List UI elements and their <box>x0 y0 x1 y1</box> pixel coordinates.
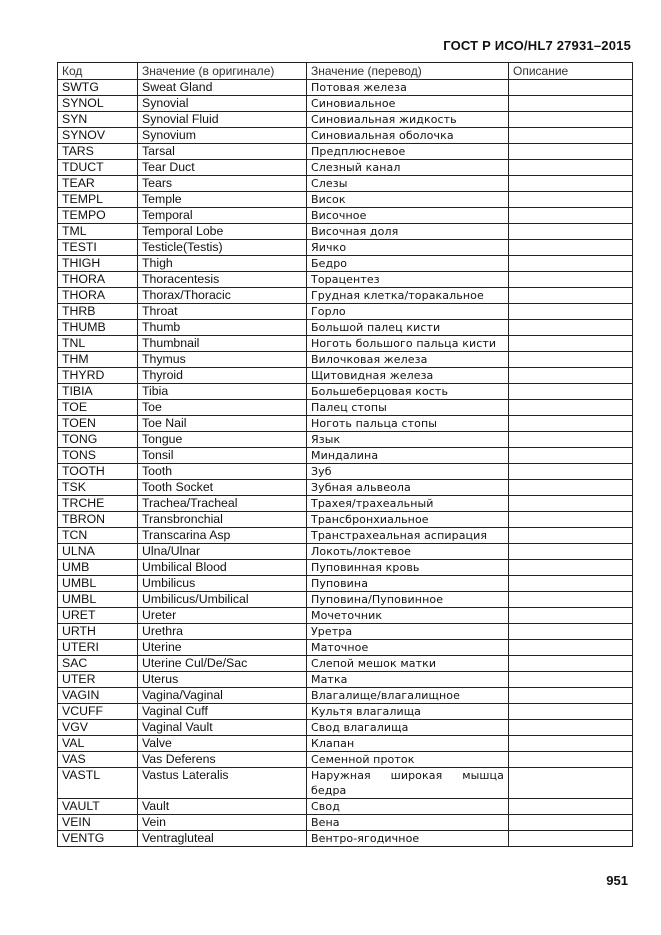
cell-code: TRCHE <box>58 496 138 512</box>
cell-original: Synovial <box>138 96 307 112</box>
cell-original: Valve <box>138 736 307 752</box>
cell-original: Vein <box>138 815 307 831</box>
cell-description <box>509 608 633 624</box>
cell-description <box>509 656 633 672</box>
cell-description <box>509 815 633 831</box>
cell-original: Temporal <box>138 208 307 224</box>
cell-original: Thoracentesis <box>138 272 307 288</box>
cell-description <box>509 96 633 112</box>
cell-original: Vaginal Vault <box>138 720 307 736</box>
table-row <box>58 656 633 672</box>
cell-code: UMBL <box>58 576 138 592</box>
cell-original: Tooth Socket <box>138 480 307 496</box>
table-row <box>58 624 633 640</box>
cell-code: THIGH <box>58 256 138 272</box>
table-row <box>58 688 633 704</box>
cell-translation: Слезный канал <box>307 160 509 176</box>
cell-translation: Пуповина <box>307 576 509 592</box>
cell-description <box>509 256 633 272</box>
cell-original: Uterine Cul/De/Sac <box>138 656 307 672</box>
cell-description <box>509 208 633 224</box>
cell-code: SYNOL <box>58 96 138 112</box>
cell-code: SAC <box>58 656 138 672</box>
cell-description <box>509 288 633 304</box>
cell-code: TSK <box>58 480 138 496</box>
table-row <box>58 272 633 288</box>
cell-original: Thumb <box>138 320 307 336</box>
cell-code: UTERI <box>58 640 138 656</box>
cell-code: VCUFF <box>58 704 138 720</box>
cell-description <box>509 528 633 544</box>
cell-code: TBRON <box>58 512 138 528</box>
table-row <box>58 288 633 304</box>
cell-code: UMB <box>58 560 138 576</box>
cell-code: VAULT <box>58 799 138 815</box>
cell-description <box>509 544 633 560</box>
cell-original: Tear Duct <box>138 160 307 176</box>
cell-translation: Семенной проток <box>307 752 509 768</box>
cell-original: Umbilicus <box>138 576 307 592</box>
cell-code: SYNOV <box>58 128 138 144</box>
cell-code: TOEN <box>58 416 138 432</box>
cell-translation: Локоть/локтевое <box>307 544 509 560</box>
table-row <box>58 224 633 240</box>
cell-description <box>509 752 633 768</box>
table-row <box>58 704 633 720</box>
table-row <box>58 240 633 256</box>
table-row <box>58 799 633 815</box>
cell-translation: Синовиальная оболочка <box>307 128 509 144</box>
cell-code: VEIN <box>58 815 138 831</box>
table-body <box>58 80 633 847</box>
cell-description <box>509 176 633 192</box>
cell-code: TONS <box>58 448 138 464</box>
cell-code: VASTL <box>58 768 138 799</box>
table-row <box>58 160 633 176</box>
cell-translation: Язык <box>307 432 509 448</box>
cell-translation: Транстрахеальная аспирация <box>307 528 509 544</box>
cell-translation: Яичко <box>307 240 509 256</box>
cell-description <box>509 720 633 736</box>
cell-translation: Трансбронхиальное <box>307 512 509 528</box>
cell-original: Vastus Lateralis <box>138 768 307 799</box>
cell-original: Uterus <box>138 672 307 688</box>
table-row <box>58 368 633 384</box>
cell-translation: Клапан <box>307 736 509 752</box>
cell-code: VAGIN <box>58 688 138 704</box>
cell-description <box>509 112 633 128</box>
cell-original: Transcarina Asp <box>138 528 307 544</box>
cell-code: THORA <box>58 272 138 288</box>
cell-original: Testicle(Testis) <box>138 240 307 256</box>
table-row <box>58 752 633 768</box>
cell-translation: Пуповинная кровь <box>307 560 509 576</box>
cell-original: Synovium <box>138 128 307 144</box>
table-row <box>58 432 633 448</box>
cell-code: SWTG <box>58 80 138 96</box>
cell-original: Urethra <box>138 624 307 640</box>
cell-original: Tears <box>138 176 307 192</box>
table-row <box>58 768 633 799</box>
cell-description <box>509 272 633 288</box>
cell-translation: Горло <box>307 304 509 320</box>
cell-code: UMBL <box>58 592 138 608</box>
cell-translation: Слезы <box>307 176 509 192</box>
cell-code: ULNA <box>58 544 138 560</box>
cell-original: Thyroid <box>138 368 307 384</box>
table-row <box>58 560 633 576</box>
cell-description <box>509 144 633 160</box>
cell-description <box>509 704 633 720</box>
cell-code: TONG <box>58 432 138 448</box>
cell-translation: Наружная широкая мышца бедра <box>307 768 509 799</box>
cell-translation: Предплюсневое <box>307 144 509 160</box>
cell-description <box>509 496 633 512</box>
cell-code: VENTG <box>58 831 138 847</box>
cell-translation: Большой палец кисти <box>307 320 509 336</box>
cell-code: TEMPO <box>58 208 138 224</box>
cell-description <box>509 624 633 640</box>
cell-code: TNL <box>58 336 138 352</box>
cell-code: TDUCT <box>58 160 138 176</box>
table-row <box>58 320 633 336</box>
cell-description <box>509 672 633 688</box>
cell-code: TOOTH <box>58 464 138 480</box>
cell-translation: Слепой мешок матки <box>307 656 509 672</box>
cell-code: TEMPL <box>58 192 138 208</box>
table-row <box>58 672 633 688</box>
cell-translation: Ноготь большого пальца кисти <box>307 336 509 352</box>
cell-original: Uterine <box>138 640 307 656</box>
cell-original: Tonsil <box>138 448 307 464</box>
cell-translation: Зубная альвеола <box>307 480 509 496</box>
cell-original: Thumbnail <box>138 336 307 352</box>
table-row <box>58 304 633 320</box>
cell-description <box>509 160 633 176</box>
cell-original: Ventragluteal <box>138 831 307 847</box>
cell-code: THM <box>58 352 138 368</box>
cell-translation: Большеберцовая кость <box>307 384 509 400</box>
cell-code: TIBIA <box>58 384 138 400</box>
cell-translation: Грудная клетка/торакальное <box>307 288 509 304</box>
cell-description <box>509 768 633 799</box>
cell-translation: Вена <box>307 815 509 831</box>
cell-translation: Культя влагалища <box>307 704 509 720</box>
cell-translation: Висок <box>307 192 509 208</box>
cell-original: Transbronchial <box>138 512 307 528</box>
table-row <box>58 128 633 144</box>
cell-description <box>509 448 633 464</box>
cell-original: Sweat Gland <box>138 80 307 96</box>
cell-translation: Синовиальная жидкость <box>307 112 509 128</box>
cell-description <box>509 831 633 847</box>
cell-translation: Миндалина <box>307 448 509 464</box>
table-row <box>58 512 633 528</box>
cell-original: Vagina/Vaginal <box>138 688 307 704</box>
cell-description <box>509 336 633 352</box>
cell-original: Thorax/Thoracic <box>138 288 307 304</box>
cell-translation: Височное <box>307 208 509 224</box>
cell-translation: Вилочковая железа <box>307 352 509 368</box>
table-row <box>58 256 633 272</box>
cell-code: TARS <box>58 144 138 160</box>
table-row <box>58 192 633 208</box>
cell-code: THRB <box>58 304 138 320</box>
table-row <box>58 480 633 496</box>
cell-translation: Щитовидная железа <box>307 368 509 384</box>
column-header-original: Значение (в оригинале) <box>138 63 307 80</box>
cell-description <box>509 240 633 256</box>
cell-original: Tarsal <box>138 144 307 160</box>
cell-translation: Синовиальное <box>307 96 509 112</box>
table-row <box>58 815 633 831</box>
column-header-translation: Значение (перевод) <box>307 63 509 80</box>
cell-description <box>509 799 633 815</box>
cell-translation: Бедро <box>307 256 509 272</box>
cell-original: Synovial Fluid <box>138 112 307 128</box>
cell-translation: Матка <box>307 672 509 688</box>
cell-code: VAL <box>58 736 138 752</box>
table-row <box>58 448 633 464</box>
cell-translation: Уретра <box>307 624 509 640</box>
cell-code: VAS <box>58 752 138 768</box>
table-row <box>58 384 633 400</box>
document-header: ГОСТ Р ИСО/HL7 27931–2015 <box>443 38 631 53</box>
cell-code: TCN <box>58 528 138 544</box>
cell-description <box>509 560 633 576</box>
cell-original: Ureter <box>138 608 307 624</box>
cell-translation: Височная доля <box>307 224 509 240</box>
column-header-description: Описание <box>509 63 633 80</box>
table-row <box>58 592 633 608</box>
cell-original: Thigh <box>138 256 307 272</box>
cell-original: Tibia <box>138 384 307 400</box>
page-number: 951 <box>606 873 628 888</box>
cell-description <box>509 416 633 432</box>
table-row <box>58 416 633 432</box>
cell-code: THORA <box>58 288 138 304</box>
table-header-row <box>58 63 633 80</box>
cell-description <box>509 640 633 656</box>
cell-original: Umbilical Blood <box>138 560 307 576</box>
table-row <box>58 144 633 160</box>
cell-description <box>509 304 633 320</box>
cell-original: Temple <box>138 192 307 208</box>
cell-original: Toe <box>138 400 307 416</box>
cell-code: TOE <box>58 400 138 416</box>
cell-original: Toe Nail <box>138 416 307 432</box>
cell-translation: Ноготь пальца стопы <box>307 416 509 432</box>
table-row <box>58 544 633 560</box>
cell-original: Ulna/Ulnar <box>138 544 307 560</box>
cell-original: Tongue <box>138 432 307 448</box>
table-row <box>58 831 633 847</box>
cell-translation: Вентро-ягодичное <box>307 831 509 847</box>
cell-translation: Свод <box>307 799 509 815</box>
cell-original: Trachea/Tracheal <box>138 496 307 512</box>
cell-translation: Палец стопы <box>307 400 509 416</box>
table-row <box>58 96 633 112</box>
cell-translation: Мочеточник <box>307 608 509 624</box>
table-row <box>58 112 633 128</box>
cell-description <box>509 512 633 528</box>
cell-description <box>509 320 633 336</box>
cell-description <box>509 384 633 400</box>
cell-description <box>509 576 633 592</box>
cell-description <box>509 592 633 608</box>
table-row <box>58 496 633 512</box>
table-row <box>58 528 633 544</box>
cell-code: URET <box>58 608 138 624</box>
table-row <box>58 400 633 416</box>
cell-translation: Потовая железа <box>307 80 509 96</box>
cell-original: Umbilicus/Umbilical <box>138 592 307 608</box>
cell-translation: Маточное <box>307 640 509 656</box>
table-row <box>58 464 633 480</box>
cell-description <box>509 432 633 448</box>
cell-code: THYRD <box>58 368 138 384</box>
table-row <box>58 608 633 624</box>
cell-translation: Пуповина/Пуповинное <box>307 592 509 608</box>
cell-code: TML <box>58 224 138 240</box>
cell-translation: Зуб <box>307 464 509 480</box>
cell-original: Vaginal Cuff <box>138 704 307 720</box>
table-row <box>58 80 633 96</box>
cell-code: UTER <box>58 672 138 688</box>
cell-translation: Торацентез <box>307 272 509 288</box>
cell-code: VGV <box>58 720 138 736</box>
cell-code: TEAR <box>58 176 138 192</box>
table-row <box>58 720 633 736</box>
cell-code: SYN <box>58 112 138 128</box>
table-row <box>58 336 633 352</box>
table-row <box>58 640 633 656</box>
table-row <box>58 736 633 752</box>
table-row <box>58 176 633 192</box>
cell-description <box>509 128 633 144</box>
cell-original: Temporal Lobe <box>138 224 307 240</box>
cell-description <box>509 464 633 480</box>
table-row <box>58 208 633 224</box>
column-header-code: Код <box>58 63 138 80</box>
table-row <box>58 352 633 368</box>
cell-original: Tooth <box>138 464 307 480</box>
cell-translation: Влагалище/влагалищное <box>307 688 509 704</box>
cell-description <box>509 352 633 368</box>
cell-code: THUMB <box>58 320 138 336</box>
cell-translation: Трахея/трахеальный <box>307 496 509 512</box>
cell-description <box>509 224 633 240</box>
table-row <box>58 576 633 592</box>
cell-code: TESTI <box>58 240 138 256</box>
cell-original: Vault <box>138 799 307 815</box>
cell-description <box>509 192 633 208</box>
cell-original: Throat <box>138 304 307 320</box>
codes-table <box>57 62 633 847</box>
cell-description <box>509 80 633 96</box>
cell-description <box>509 688 633 704</box>
cell-translation: Свод влагалища <box>307 720 509 736</box>
cell-description <box>509 736 633 752</box>
cell-description <box>509 480 633 496</box>
cell-code: URTH <box>58 624 138 640</box>
cell-description <box>509 400 633 416</box>
cell-original: Thymus <box>138 352 307 368</box>
cell-description <box>509 368 633 384</box>
cell-original: Vas Deferens <box>138 752 307 768</box>
